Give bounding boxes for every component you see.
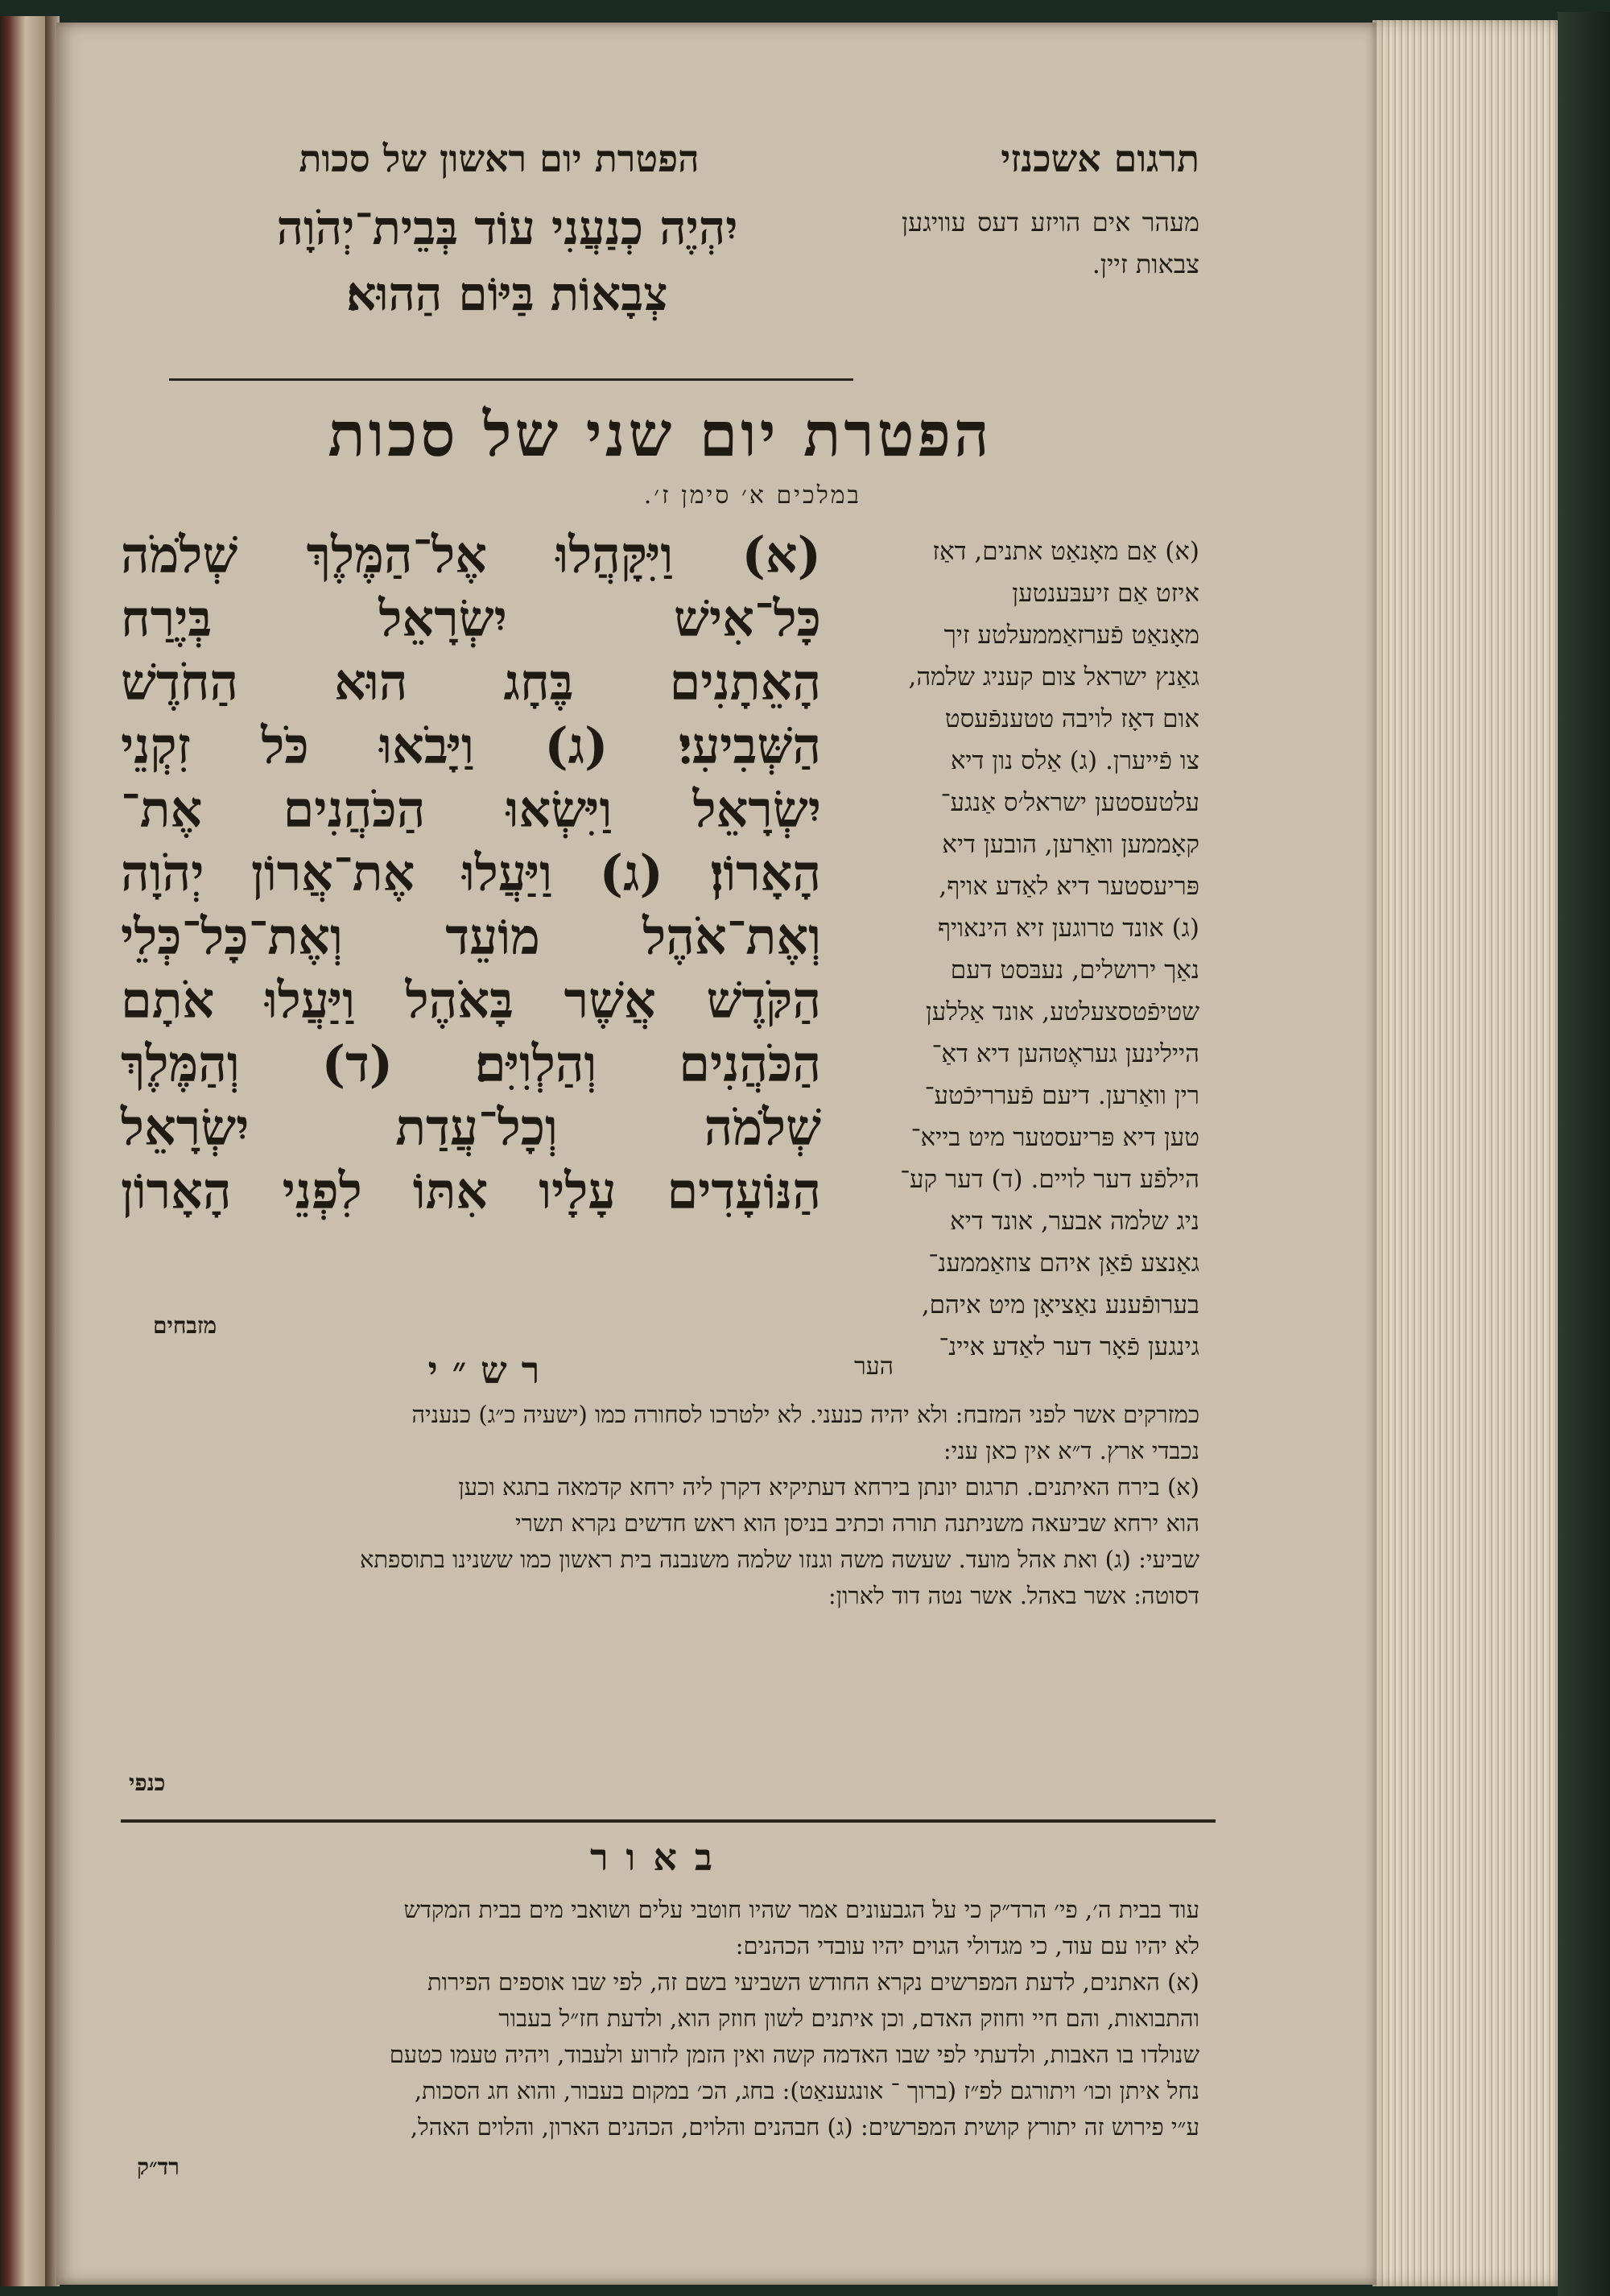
translation-line: קאָממען וואַרען, הובען דיא <box>942 830 1199 859</box>
translation-line: היילינען געראֶטהען דיא דאַ־ <box>931 1039 1199 1068</box>
rashi-line: דסוטה: אשר באהל. אשר נטה דוד לארון: <box>828 1582 1199 1609</box>
rashi-title: רש״י <box>427 1348 555 1392</box>
header-left-title: הפטרת יום ראשון של סכות <box>299 137 700 180</box>
top-translation: מעהר אים הויזע דעס עוויגען צבאות זיין. <box>902 207 1199 279</box>
rashi-line: הוא ירחא שביעאה משניתנה תורה וכתיב בניסן הוא ראש חדשים נקרא תשרי <box>515 1509 1199 1537</box>
biur-line: עוד בבית ה׳, פי׳ הרד״ק כי על הגבעונים אמר שהיו חוטבי עלים ושואבי מים בבית המקדש <box>403 1896 1199 1923</box>
biur-line: נחל איתן וכו׳ ויתורגם לפ״ז (ברוך ־ אונגענאַט): בחג, הכ׳ במקום בעבור, והוא חג הסכות, <box>414 2077 1199 2104</box>
biur-line: (א) האתנים, לדעת המפרשים נקרא החודש השביעי בשם זה, לפי שבו אוספים הפירות <box>427 1968 1199 1996</box>
translation-line: טען דיא פּריעסטער מיט בייא־ <box>910 1123 1199 1152</box>
book-cover-edge <box>1558 12 1610 2296</box>
rashi-line: נכבדי ארץ. ד״א אין כאן עני: <box>943 1437 1199 1464</box>
commentary-rule <box>121 1819 1216 1823</box>
left-page-edge <box>0 16 47 2286</box>
biur-line: ע״י פירוש זה יתורץ קושית המפרשים: (ג) חבהנים והלוים, הכהנים הארון, והלוים האהל, <box>410 2113 1199 2141</box>
translation-line: עלטעסטען ישראל׳ס אַנגע־ <box>940 788 1199 817</box>
translation-line: (ג) אונד טרוגען זיא הינאויף <box>937 914 1199 943</box>
top-verse <box>145 195 869 327</box>
header-right-title: תרגום אשכנזי <box>1001 137 1199 180</box>
verse-line: הַכֹּהֲנִים וְהַלְוִיִּם׃ (ד) וְהַמֶּלֶךְ <box>121 1034 821 1093</box>
translation-line: פּריעסטער דיא לאַדע אויף, <box>939 872 1199 901</box>
translation-catchword: הער <box>854 1352 894 1381</box>
source-reference: במלכים א׳ סימן ז׳. <box>643 481 861 510</box>
translation-line: אום דאָז לויבה טטענפֿעסט <box>944 704 1199 733</box>
translation-line: צו פֿייערן. (ג) אַלס נון דיא <box>950 746 1199 775</box>
translation-line: גינגען פֿאָר דער לאַדע איינ־ <box>939 1332 1199 1361</box>
verse-line: הַנּוֹעָדִים עָלָיו אִתּוֹ לִפְנֵי הָאָרוֹן <box>121 1162 821 1220</box>
verse-line: כָּל־אִישׁ יִשְׂרָאֵל בְּיֶרַח <box>121 589 821 648</box>
biur-line: שנולדו בו האבות, ולדעתי לפי שבו האדמה קשה ואין הזמן לזרוע ולעבוד, ויהיה טעמו כטעם <box>389 2041 1199 2068</box>
rashi-line: (א) בירח האיתנים. תרגום יונתן בירחא דעתיקיא דקרן ליה ירחא קדמאה בתגא וכען <box>458 1473 1199 1501</box>
section-rule <box>169 378 853 381</box>
haftarah-title: הפטרת יום שני של סכות <box>328 398 993 470</box>
translation-line: נאַך ירושלים, נעבּסט דעם <box>950 956 1199 985</box>
verse-column <box>121 523 821 1223</box>
page-block-edge <box>1373 20 1566 2286</box>
rashi-line: שביעי: (ג) ואת אהל מועד. שעשה משה וגנזו שלמה משנבנה בית ראשון כמו ששנינו בתוספתא <box>359 1546 1199 1573</box>
verse-catchword: מזבחים <box>153 1312 217 1339</box>
verse-line: הַשְּׁבִיעִי׃ (ג) וַיָּבֹאוּ כֹּל זִקְנֵי <box>121 716 821 775</box>
translation-column <box>853 531 1199 1369</box>
verse-line: הָאָרוֹן׃ (ג) וַיַּעֲלוּ אֶת־אֲרוֹן יְהֹוָה <box>121 844 821 902</box>
translation-line: איזט אַם זיעבּענטען <box>1012 579 1199 608</box>
translation-line: רין וואַרען. דיעם פֿערריכֿטע־ <box>924 1081 1199 1110</box>
biur-title: באור <box>589 1836 731 1879</box>
running-header <box>121 137 1199 193</box>
top-verse-line: צְבָאוֹת בַּיּוֹם הַהוּא׃ <box>346 266 668 321</box>
biur-commentary <box>121 1892 1199 2145</box>
rashi-commentary <box>121 1397 1199 1614</box>
translation-line: ניג שלמה אבער, אונד דיא <box>950 1207 1199 1236</box>
translation-line: (א) אַם מאָנאַט אתנים, דאַז <box>932 537 1199 566</box>
verse-line: שְׁלֹמֹה וְכָל־עֲדַת יִשְׂרָאֵל <box>121 1098 821 1157</box>
translation-line: גאַנץ ישראל צום קעניג שלמה, <box>908 663 1199 692</box>
biur-catchword: רד״ק <box>137 2154 180 2180</box>
verse-line: וְאֶת־אֹהֶל מוֹעֵד וְאֶת־כָּל־כְּלֵי <box>121 907 821 966</box>
verse-line: הָאֵתָנִים בֶּחָג הוּא הַחֹדֶשׁ <box>121 653 821 712</box>
translation-line: בערופֿענע נאַציאָן מיט איהם, <box>921 1290 1199 1319</box>
biur-line: והתבואות, והם חיי וחוזק האדם, וכן איתנים לשון חוזק הוא, ולדעת חז״ל בעבור <box>498 2005 1199 2032</box>
page-content <box>121 137 1199 2180</box>
translation-line: שטיפֿטסצעלטע, אונד אַללען <box>925 997 1199 1026</box>
biur-line: לא יהיו עם עוד, כי מגדולי הגוים יהיו עובדי הכהנים: <box>735 1932 1199 1959</box>
translation-line: גאַנצע פֿאַן איהם צוזאַממענ־ <box>928 1249 1199 1278</box>
verse-line: (א) וַיִּקָּהֲלוּ אֶל־הַמֶּלֶךְ שְׁלֹמֹה <box>121 526 821 584</box>
verse-line: הַקֹּדֶשׁ אֲשֶׁר בָּאֹהֶל וַיַּעֲלוּ אֹתָם <box>121 971 821 1030</box>
verse-line: יִשְׂרָאֵל וַיִּשְׂאוּ הַכֹּהֲנִים אֶת־ <box>121 780 821 839</box>
rashi-line: כמזרקים אשר לפני המזבח: ולא יהיה כנעני. לא ילטרכו לסחורה כמו (ישעיה כ״ג) כנעניה <box>411 1401 1199 1428</box>
rashi-catchword: כנפי <box>129 1769 166 1796</box>
translation-line: מאָנאַט פֿערזאַממעלטע זיך <box>943 621 1199 650</box>
translation-line: הילפֿע דער לויים. (ד) דער קע־ <box>900 1165 1199 1194</box>
top-verse-line: יִהְיֶה כְנַעֲנִי עוֹד בְּבֵית־יְהֹוָה <box>276 200 738 255</box>
